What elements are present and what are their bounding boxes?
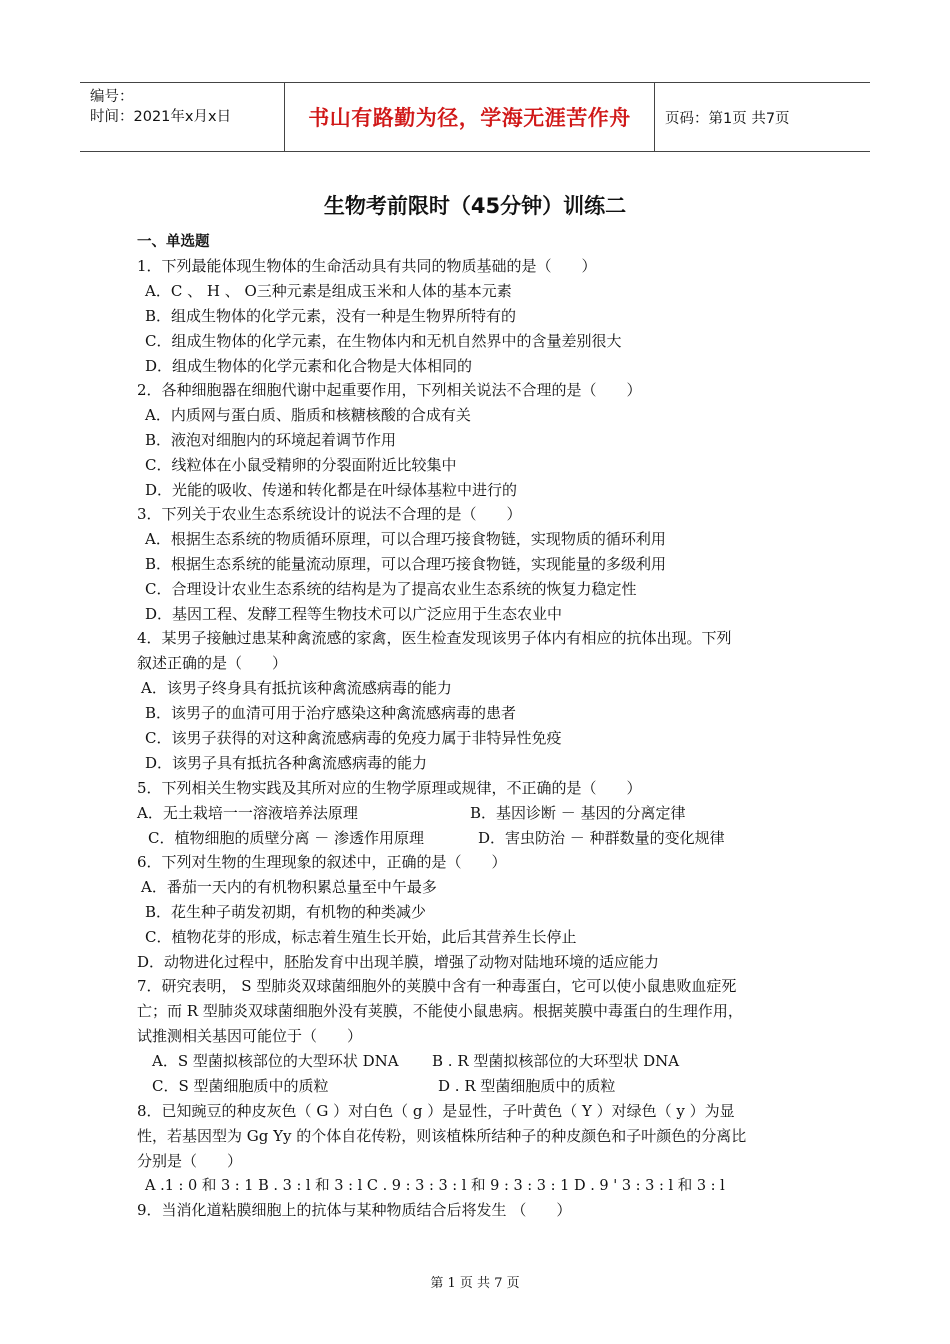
answer-option: C．该男子获得的对这种禽流感病毒的免疫力属于非特异性免疫 (145, 729, 562, 747)
answer-option: B．该男子的血清可用于治疗感染这种禽流感病毒的患者 (145, 704, 517, 722)
answer-option: B . R 型菌拟核部位的大环型状 DNA (432, 1052, 680, 1070)
answer-option: B．组成生物体的化学元素，没有一种是生物界所特有的 (145, 307, 517, 325)
answer-option: A．该男子终身具有抵抗该种禽流感病毒的能力 (141, 679, 452, 697)
question-stem: 叙述正确的是（ ） (137, 654, 288, 672)
question-stem: 7．研究表明， S 型肺炎双球菌细胞外的荚膜中含有一种毒蛋白，它可以使小鼠患败血症死 (137, 977, 737, 995)
answer-option: A．根据生态系统的物质循环原理，可以合理巧接食物链，实现物质的循环利用 (145, 530, 666, 548)
question-stem: 3．下列关于农业生态系统设计的说法不合理的是（ ） (137, 505, 522, 523)
answer-option: B．液泡对细胞内的环境起着调节作用 (145, 431, 397, 449)
section-heading: 一、单选题 (137, 234, 210, 250)
header-motto: 书山有路勤为径，学海无涯苦作舟 (308, 106, 631, 130)
answer-option: D．动物进化过程中，胚胎发育中出现羊膜，增强了动物对陆地环境的适应能力 (137, 953, 660, 971)
answer-option: D．光能的吸收、传递和转化都是在叶绿体基粒中进行的 (145, 481, 518, 499)
page-footer: 第 1 页 共 7 页 (430, 1276, 520, 1291)
answer-option: C．合理设计农业生态系统的结构是为了提高农业生态系统的恢复力稳定性 (145, 580, 637, 598)
question-stem: 6．下列对生物的生理现象的叙述中，正确的是（ ） (137, 853, 507, 871)
question-stem: 5．下列相关生物实践及其所对应的生物学原理或规律，不正确的是（ ） (137, 779, 642, 797)
answer-options-row: A .1 : 0 和 3 : 1 B . 3 : l 和 3 : l C . 9 : 3 : 3 : l 和 9 : 3 : 3 : 1 D . 9 ' 3 : 3 : l 和 3 : l (145, 1178, 725, 1194)
header-divider (654, 83, 655, 151)
header-table (80, 82, 870, 152)
answer-option: B．基因诊断 － 基因的分离定律 (470, 804, 686, 822)
answer-option: C．植物细胞的质壁分离 － 渗透作用原理 (148, 829, 425, 847)
question-stem: 亡；而 R 型肺炎双球菌细胞外没有荚膜，不能使小鼠患病。根据荚膜中毒蛋白的生理作用， (137, 1002, 743, 1020)
answer-option: C．植物花芽的形成，标志着生殖生长开始，此后其营养生长停止 (145, 928, 577, 946)
question-stem: 试推测相关基因可能位于（ ） (137, 1027, 363, 1045)
answer-option: A．S 型菌拟核部位的大型环状 DNA (152, 1052, 399, 1070)
answer-option: C．组成生物体的化学元素，在生物体内和无机自然界中的含量差别很大 (145, 332, 622, 350)
answer-option: D．基因工程、发酵工程等生物技术可以广泛应用于生态农业中 (145, 605, 563, 623)
question-stem: 8．已知豌豆的种皮灰色（ G ）对白色（ g ）是显性，子叶黄色（ Y ）对绿色（ y ）为显 (137, 1102, 735, 1120)
question-stem: 性，若基因型为 Gg Yy 的个体自花传粉，则该植株所结种子的种皮颜色和子叶颜色的分离比 (137, 1127, 747, 1145)
answer-option: D．害虫防治 － 种群数量的变化规律 (478, 829, 725, 847)
answer-option: C．线粒体在小鼠受精卵的分裂面附近比较集中 (145, 456, 457, 474)
question-stem: 1．下列最能体现生物体的生命活动具有共同的物质基础的是（ ） (137, 257, 597, 275)
answer-option: A．番茄一天内的有机物积累总量至中午最多 (141, 878, 437, 896)
page-title: 生物考前限时（45分钟）训练二 (323, 194, 627, 218)
answer-option: B．根据生态系统的能量流动原理，可以合理巧接食物链，实现能量的多级利用 (145, 555, 667, 573)
answer-option: D．该男子具有抵抗各种禽流感病毒的能力 (145, 754, 428, 772)
number-label: 编号： (90, 89, 134, 105)
answer-option: B．花生种子萌发初期，有机物的种类减少 (145, 903, 427, 921)
answer-option: D . R 型菌细胞质中的质粒 (438, 1077, 616, 1095)
answer-option: D．组成生物体的化学元素和化合物是大体相同的 (145, 357, 473, 375)
header-left-cell (80, 83, 284, 151)
time-label: 时间：2021年x月x日 (90, 109, 232, 125)
answer-option: C．S 型菌细胞质中的质粒 (152, 1077, 329, 1095)
question-stem: 2．各种细胞器在细胞代谢中起重要作用，下列相关说法不合理的是（ ） (137, 381, 642, 399)
question-stem: 4．某男子接触过患某种禽流感的家禽，医生检查发现该男子体内有相应的抗体出现。下列 (137, 629, 732, 647)
question-stem: 分别是（ ） (137, 1152, 243, 1170)
question-stem: 9．当消化道粘膜细胞上的抗体与某种物质结合后将发生 （ ） (137, 1201, 572, 1219)
answer-option: A．内质网与蛋白质、脂质和核糖核酸的合成有关 (145, 406, 471, 424)
answer-option: A．C 、 H 、 O三种元素是组成玉米和人体的基本元素 (145, 282, 512, 300)
answer-option: A．无土栽培一一溶液培养法原理 (137, 804, 358, 822)
page-info: 页码：第1页 共7页 (665, 110, 790, 127)
